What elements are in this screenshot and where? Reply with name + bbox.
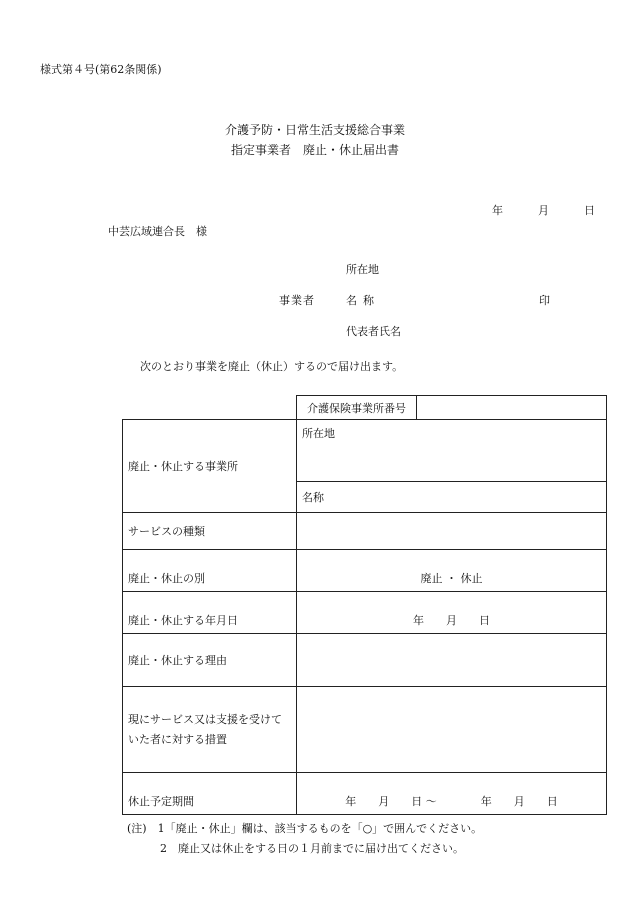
applicant-address-label: 所在地 xyxy=(346,263,379,276)
document-title-line2: 指定事業者 廃止・休止届出書 xyxy=(230,143,399,157)
table-row xyxy=(123,773,607,815)
note-1: (注) 1「廃止・休止」欄は、該当するものを「○」で囲んでください。 xyxy=(127,822,483,835)
date-year-label: 年 xyxy=(492,204,503,217)
date-month-label: 月 xyxy=(538,204,549,217)
table-row xyxy=(123,420,607,482)
facility-name-field[interactable]: 名称 xyxy=(297,482,607,513)
category-options[interactable]: 廃止 ・ 休止 xyxy=(297,550,607,592)
table-row xyxy=(123,396,607,420)
table-row xyxy=(123,513,607,550)
date-day-label: 日 xyxy=(584,204,595,217)
note-2: 2 廃止又は休止をする日の１月前までに届け出てください。 xyxy=(160,842,464,855)
notification-table xyxy=(122,395,607,815)
table-row xyxy=(123,634,607,687)
reason-field[interactable] xyxy=(297,634,607,687)
office-number-field[interactable] xyxy=(417,396,607,420)
date-field[interactable]: 年 月 日 xyxy=(297,592,607,634)
table-row xyxy=(123,550,607,592)
applicant-representative-label: 代表者氏名 xyxy=(346,325,401,338)
table-row xyxy=(123,592,607,634)
addressee: 中芸広域連合長 様 xyxy=(108,225,207,238)
blank-cell xyxy=(123,396,297,420)
office-number-label: 介護保険事業所番号 xyxy=(297,396,417,420)
reason-label: 廃止・休止する理由 xyxy=(123,634,297,687)
applicant-name-label: 名称 xyxy=(346,294,380,307)
document-title-line1: 介護予防・日常生活支援総合事業 xyxy=(224,123,405,137)
date-label: 廃止・休止する年月日 xyxy=(123,592,297,634)
table-row xyxy=(123,687,607,773)
service-type-field[interactable] xyxy=(297,513,607,550)
form-number: 様式第４号(第62条関係) xyxy=(40,63,162,76)
submission-date xyxy=(492,202,595,218)
period-field[interactable]: 年 月 日 〜 年 月 日 xyxy=(297,773,607,815)
category-label: 廃止・休止の別 xyxy=(123,550,297,592)
applicant-business-label: 事業者 xyxy=(279,294,315,307)
measures-field[interactable] xyxy=(297,687,607,773)
period-label: 休止予定期間 xyxy=(123,773,297,815)
seal-mark: 印 xyxy=(539,294,550,307)
intro-text: 次のとおり事業を廃止（休止）するので届け出ます。 xyxy=(140,360,404,373)
service-type-label: サービスの種類 xyxy=(123,513,297,550)
measures-label: 現にサービス又は支援を受けていた者に対する措置 xyxy=(123,687,297,773)
facility-address-field[interactable]: 所在地 xyxy=(297,420,607,482)
facility-label: 廃止・休止する事業所 xyxy=(123,420,297,513)
